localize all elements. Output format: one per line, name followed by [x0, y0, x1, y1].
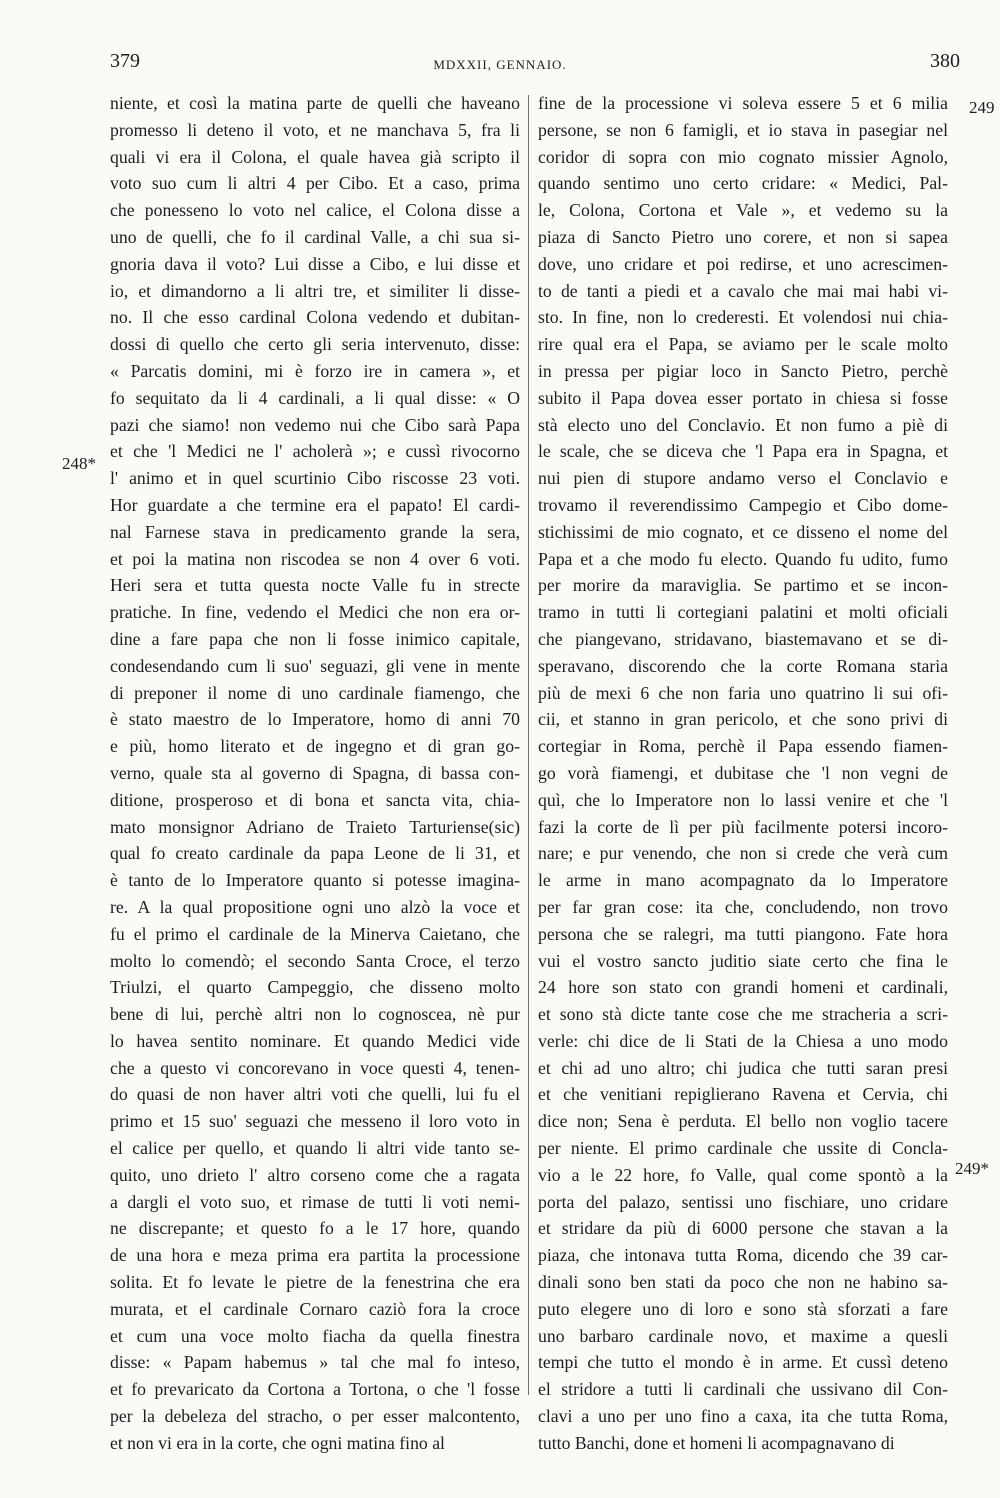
text-line: pratiche. In fine, vedendo el Medici che non era or- [110, 602, 520, 623]
text-line: ditione, prosperoso et di bona et sancta vita, chia- [110, 789, 520, 810]
text-line: l' animo et in quel scurtinio Cibo riscosse 23 voti. [110, 468, 520, 489]
text-line: et sono stà dicte tante cose che me stracheria a scri- [538, 1004, 948, 1025]
text-line: porta del palazo, sentissi uno fischiare, uno cridare [538, 1191, 948, 1212]
text-line: uno de quelli, che fo il cardinal Valle, a chi sua si- [110, 226, 520, 247]
text-line: persona che se ralegri, ma tutti piangono. Fate hora [538, 923, 948, 944]
text-line: nal Farnese stava in predicamento grande la sera, [110, 521, 520, 542]
text-line: trovamo il reverendissimo Campegio et Cibo dome- [538, 494, 948, 515]
text-line: clavi a uno per uno fino a caxa, ita che tutta Roma, [538, 1406, 948, 1427]
text-line: persone, se non 6 famigli, et io stava in pasegiar nel [538, 119, 948, 140]
text-line: bene di lui, perchè altri non lo cognoscea, nè pur [110, 1004, 520, 1025]
text-line: più de mexi 6 che non faria uno quatrino li sui ofi- [538, 682, 948, 703]
text-line: molto lo comendò; el secondo Santa Croce, el terzo [110, 950, 520, 971]
text-line: « Parcatis domini, mi è forzo ire in camera », et [110, 360, 520, 381]
text-line: che piangevano, stridavano, biastemavano et se di- [538, 628, 948, 649]
text-line: che a questo vi concorevano in voce questi 4, tenen- [110, 1057, 520, 1078]
text-line: voto suo cum li altri 4 per Cibo. Et a caso, prima [110, 173, 520, 194]
text-line: quali vi era il Colona, el quale havea già scripto il [110, 146, 520, 167]
text-line: tramo in tutti li cortegiani palatini et molti oficiali [538, 602, 948, 623]
text-line: tempi che tutto el mondo è in arme. Et cussì deteno [538, 1352, 948, 1373]
text-line: et che 'l Medici ne l' acholerà »; e cussì rivocorno [110, 441, 520, 462]
text-line: subito il Papa dovea esser portato in chiesa si fosse [538, 387, 948, 408]
text-line: quando sentimo uno certo cridare: « Medici, Pal- [538, 173, 948, 194]
text-line: primo et 15 suo' seguazi che messeno il loro voto in [110, 1111, 520, 1132]
text-line: fazi la corte de lì per più facilmente potersi incoro- [538, 816, 948, 837]
column-divider [528, 95, 529, 1395]
text-line: do quasi de non haver altri voti che quelli, lui fu el [110, 1084, 520, 1105]
text-line: Heri sera et tutta questa nocte Valle fu in strecte [110, 575, 520, 596]
running-header: MDXXII, GENNAIO. [433, 57, 567, 72]
text-line: et stridare da più di 6000 persone che stavan a la [538, 1218, 948, 1239]
text-line: promesso li deteno il voto, et ne manchava 5, fra li [110, 119, 520, 140]
text-line: speravano, discorendo che la corte Romana staria [538, 655, 948, 676]
text-line: che ponesseno lo voto nel calice, el Colona disse a [110, 200, 520, 221]
text-line: è tanto de lo Imperatore quanto si potesse imagina- [110, 870, 520, 891]
text-line: niente, et così la matina parte de quelli che haveano [110, 93, 520, 113]
margin-note-right-top: 249 [969, 98, 995, 117]
text-line: murata, et el cardinale Cornaro caziò fora la croce [110, 1298, 520, 1319]
text-line: puto elegere uno di loro e sono stà sforzati a fare [538, 1298, 948, 1319]
text-line: vio a le 22 hore, fo Valle, qual come spontò a la [538, 1164, 948, 1185]
text-line: le, Colona, Cortona et Vale », et vedemo su la [538, 200, 948, 221]
text-line: a dargli el voto suo, et rimase de tutti li voti nemi- [110, 1191, 520, 1212]
margin-note-left: 248* [62, 454, 96, 473]
text-line: uno barbaro cardinale novo, et maxime a quesli [538, 1325, 948, 1346]
text-line: go vorà fiamengi, et dubitase che 'l non vegni de [538, 762, 948, 783]
text-line: verle: chi dice de li Stati de la Chiesa a uno modo [538, 1030, 948, 1051]
text-line: vui el vostro sancto juditio siate certo che fina le [538, 950, 948, 971]
text-line: el stridore a tutti li cardinali che ussivano dil Con- [538, 1379, 948, 1400]
text-line: Triulzi, el quarto Campeggio, che disseno molto [110, 977, 520, 998]
text-line: lo havea sentito nominare. Et quando Medici vide [110, 1030, 520, 1051]
text-line: per far gran cose: ita che, concludendo, non trovo [538, 896, 948, 917]
text-line: et cum una voce molto fiacha da quella finestra [110, 1325, 520, 1346]
text-line: qual fo creato cardinale da papa Leone de li 31, et [110, 843, 520, 864]
text-line: in pressa per pigiar loco in Sancto Pietro, perchè [538, 360, 948, 381]
text-line: solita. Et fo levate le pietre de la fenestrina che era [110, 1272, 520, 1293]
text-line: cortegiar in Roma, perchè il Papa essendo fiamen- [538, 736, 948, 757]
text-line: nui pien di stupore andamo verso el Conclavio e [538, 468, 948, 489]
text-line: per morire da maraviglia. Se partimo et se incon- [538, 575, 948, 596]
text-line: quito, uno drieto l' altro corseno come che a ragata [110, 1164, 520, 1185]
text-line: dine a fare papa che non li fosse inimico capitale, [110, 628, 520, 649]
text-line: verno, quale sta al governo di Spagna, di bassa con- [110, 762, 520, 783]
text-line: dinali sono ben stati da poco che non ne habino sa- [538, 1272, 948, 1293]
text-line: le scale, che se diceva che 'l Papa era in Spagna, et [538, 441, 948, 462]
text-line: Papa et a che modo fu electo. Quando fu udito, fumo [538, 548, 948, 569]
text-line: sto. In fine, non lo crederesti. Et volendosi nui chia- [538, 307, 948, 328]
text-line: de una hora e meza prima era partita la processione [110, 1245, 520, 1266]
text-line: piaza di Sancto Pietro uno corere, et non si sapea [538, 226, 948, 247]
text-line: fine de la processione vi soleva essere 5 et 6 milia [538, 93, 948, 113]
text-line: fo sequitato da li 4 cardinali, a li qual disse: « O [110, 387, 520, 408]
text-line: mato monsignor Adriano de Traieto Tarturiense(sic) [110, 816, 520, 837]
text-line: disse: « Papam habemus » tal che mal fo inteso, [110, 1352, 520, 1373]
text-line: cii, et stanno in gran pericolo, et che sono privi di [538, 709, 948, 730]
text-line: et chi ad uno altro; chi judica che tutti saran presi [538, 1057, 948, 1078]
text-line: el calice per quello, et quando li altri vide tanto se- [110, 1138, 520, 1159]
text-line: piaza, che intonava tutta Roma, dicendo che 39 car- [538, 1245, 948, 1266]
left-text-column [110, 90, 520, 1457]
text-line: no. Il che esso cardinal Colona vedendo et dubitan- [110, 307, 520, 328]
text-line: 24 hore son stato con grandi homeni et cardinali, [538, 977, 948, 998]
text-line: di preponer il nome di uno cardinale fiamengo, che [110, 682, 520, 703]
text-line: rire qual era el Papa, se aviamo per le scale molto [538, 334, 948, 355]
text-line: stichissimi de mio cognato, et ce disseno el nome del [538, 521, 948, 542]
text-line: le arme in mano acompagnato da lo Imperatore [538, 870, 948, 891]
text-line: ne discrepante; et questo fo a le 17 hore, quando [110, 1218, 520, 1239]
text-line: dice non; Sena è perduta. El bello non voglio tacere [538, 1111, 948, 1132]
text-line: et che venitiani repiglierano Ravena et Cervia, chi [538, 1084, 948, 1105]
right-text-column [538, 90, 948, 1457]
text-line: per la debeleza del stracho, o per esser malcontento, [110, 1406, 520, 1427]
text-line: coridor di sopra con mio cognato missier Agnolo, [538, 146, 948, 167]
text-line: re. A la qual propositione ogni uno alzò la voce et [110, 896, 520, 917]
text-line: quì, che lo Imperatore non lo lassi venire et che 'l [538, 789, 948, 810]
text-line: dove, uno cridare et poi redirse, et uno acrescimen- [538, 253, 948, 274]
right-page-number: 380 [930, 50, 960, 72]
text-line: et fo prevaricato da Cortona a Tortona, o che 'l fosse [110, 1379, 520, 1400]
text-line: e più, homo literato et de ingegno et di gran go- [110, 736, 520, 757]
text-line: fu el primo el cardinale de la Minerva Caietano, che [110, 923, 520, 944]
left-page-number: 379 [110, 50, 140, 72]
text-line: io, et dimandorno a li altri tre, et similiter li disse- [110, 280, 520, 301]
text-line: to de tanti a piedi et a cavalo che mai mai habi vi- [538, 280, 948, 301]
text-line: nare; e pur venendo, che non si crede che verà cum [538, 843, 948, 864]
text-line: Hor guardate a che termine era el papato! El cardi- [110, 494, 520, 515]
text-line: et non vi era in la corte, che ogni matina fino al [110, 1432, 445, 1453]
margin-note-right-bottom: 249* [955, 1159, 989, 1178]
text-line: per niente. El primo cardinale che ussite di Concla- [538, 1138, 948, 1159]
text-line: è stato maestro de lo Imperatore, homo di anni 70 [110, 709, 520, 730]
text-line: tutto Banchi, done et homeni li acompagnavano di [538, 1432, 895, 1453]
text-line: pazi che siamo! non vedemo nui che Cibo sarà Papa [110, 414, 520, 435]
text-line: et poi la matina non riscodea se non 4 over 6 voti. [110, 548, 520, 569]
text-line: gnoria dava il voto? Lui disse a Cibo, e lui disse et [110, 253, 520, 274]
text-line: dossi di quello che certo gli seria intervenuto, disse: [110, 334, 520, 355]
text-line: condesendando cum li suo' seguazi, gli vene in mente [110, 655, 520, 676]
text-line: stà electo uno del Conclavio. Et non fumo a piè di [538, 414, 948, 435]
